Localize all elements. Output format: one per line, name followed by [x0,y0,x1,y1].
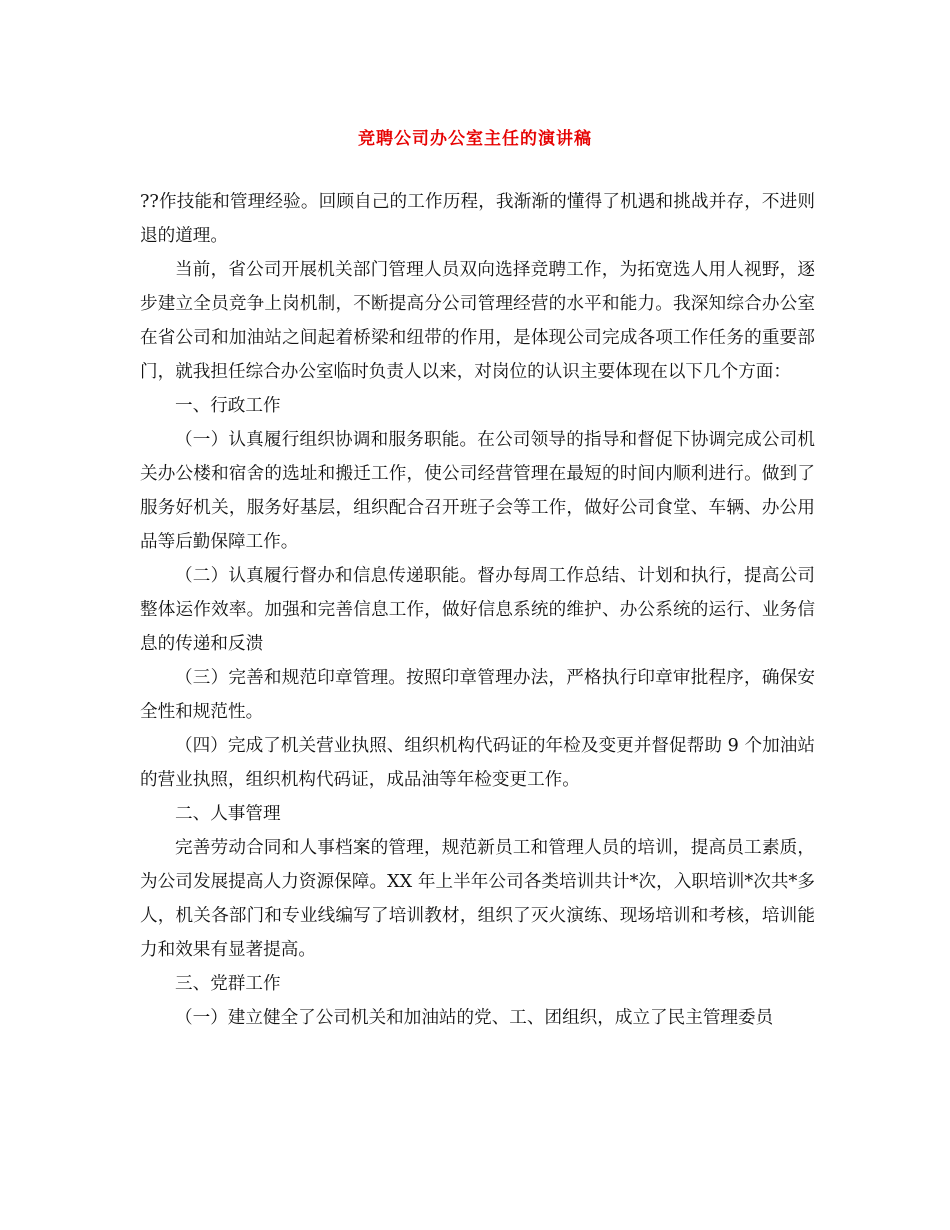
paragraph-admin-2: （二）认真履行督办和信息传递职能。督办每周工作总结、计划和执行，提高公司整体运作效率。加强和完善信息工作，做好信息系统的维护、办公系统的运行、业务信息的传递和反溃 [140,566,815,654]
paragraph-admin-3: （三）完善和规范印章管理。按照印章管理办法，严格执行印章审批程序，确保安全性和规范性。 [140,668,815,722]
paragraph-admin-1: （一）认真履行组织协调和服务职能。在公司领导的指导和督促下协调完成公司机关办公楼和宿舍的选址和搬迁工作，使公司经营管理在最短的时间内顺利进行。做到了服务好机关，服务好基层，组织配合召开班子会等工作，做好公司食堂、车辆、办公用品等后勤保障工作。 [140,430,815,552]
document-title: 竞聘公司办公室主任的演讲稿 [358,129,592,149]
section-heading-party: 三、党群工作 [175,974,281,994]
paragraph-party-1: （一）建立健全了公司机关和加油站的党、工、团组织，成立了民主管理委员 [175,1008,774,1028]
document-body [140,185,815,1035]
paragraph-intro-continuation: ??作技能和管理经验。回顾自己的工作历程，我渐渐的懂得了机遇和挑战并存，不进则退的道理。 [140,192,815,246]
paragraph-hr: 完善劳动合同和人事档案的管理，规范新员工和管理人员的培训，提高员工素质，为公司发展提高人力资源保障。XX 年上半年公司各类培训共计*次，入职培训*次共*多人，机关各部门和专业线编写了培训教材，组织了灭火演练、现场培训和考核，培训能力和效果有显著提高。 [140,838,815,960]
paragraph-background: 当前，省公司开展机关部门管理人员双向选择竞聘工作，为拓宽选人用人视野，逐步建立全员竞争上岗机制，不断提高分公司管理经营的水平和能力。我深知综合办公室在省公司和加油站之间起着桥梁和纽带的作用，是体现公司完成各项工作任务的重要部门，就我担任综合办公室临时负责人以来，对岗位的认识主要体现在以下几个方面： [140,260,815,382]
section-heading-hr: 二、人事管理 [175,804,281,824]
section-heading-admin: 一、行政工作 [175,396,281,416]
paragraph-admin-4: （四）完成了机关营业执照、组织机构代码证的年检及变更并督促帮助 9 个加油站的营业执照，组织机构代码证，成品油等年检变更工作。 [140,736,815,790]
